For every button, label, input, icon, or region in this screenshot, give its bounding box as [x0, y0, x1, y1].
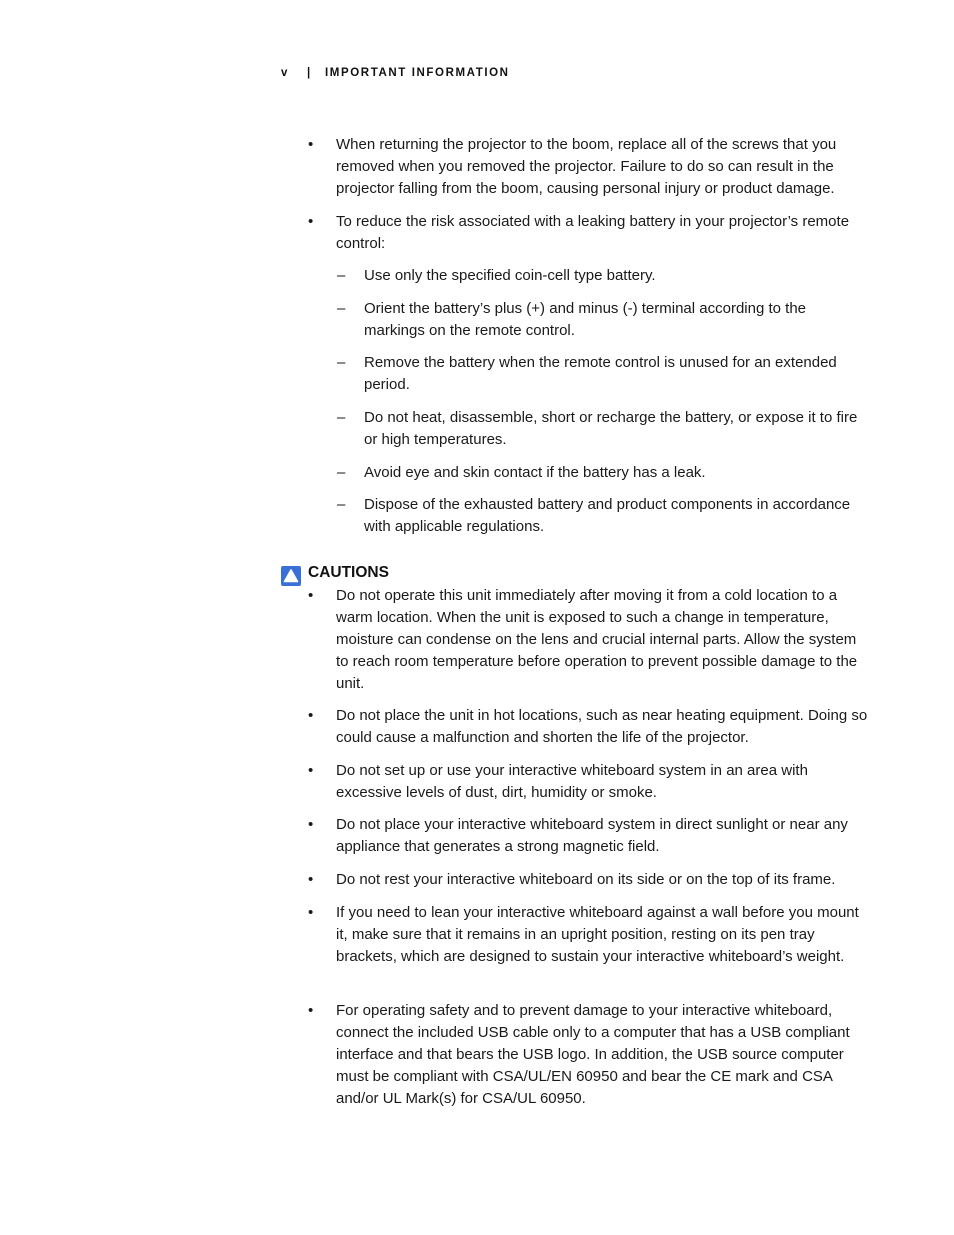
- caution-item: [308, 1000, 868, 1110]
- dash-marker: –: [337, 409, 346, 426]
- dash-marker: –: [337, 496, 346, 513]
- section-title: IMPORTANT INFORMATION: [325, 67, 510, 79]
- battery-subitem: [337, 298, 868, 342]
- dash-marker: –: [337, 267, 346, 284]
- caution-item: [308, 814, 868, 858]
- subitem-text: Remove the battery when the remote control is unused for an extended period.: [364, 354, 837, 393]
- bullet-marker: •: [308, 136, 314, 153]
- caution-item: [308, 869, 868, 891]
- bullet-marker: •: [308, 762, 314, 779]
- caution-text: Do not set up or use your interactive whiteboard system in an area with excessive levels of dust, dirt, humidity or smoke.: [336, 762, 808, 801]
- caution-item: [308, 705, 868, 749]
- header-separator: |: [307, 67, 312, 79]
- battery-subitem: [337, 462, 868, 484]
- battery-subitem: [337, 494, 868, 538]
- subitem-text: Avoid eye and skin contact if the battery has a leak.: [364, 464, 706, 481]
- running-header: [281, 67, 510, 79]
- caution-item: [308, 585, 868, 695]
- caution-item: [308, 760, 868, 804]
- bullet-marker: •: [308, 1002, 314, 1019]
- caution-item: [308, 902, 868, 968]
- caution-text: Do not rest your interactive whiteboard on its side or on the top of its frame.: [336, 871, 836, 888]
- caution-triangle-icon: [281, 566, 301, 586]
- warning-text: When returning the projector to the boom, replace all of the screws that you removed when you removed the projector. Failure to do so can result in the projector falling from the boom, causing personal injury or product damage.: [336, 136, 837, 197]
- page-number: v: [281, 67, 289, 79]
- dash-marker: –: [337, 354, 346, 371]
- battery-subitem: [337, 352, 868, 396]
- caution-text: For operating safety and to prevent damage to your interactive whiteboard, connect the included USB cable only to a computer that has a USB compliant interface and that bears the USB logo. In addition, the USB source computer must be compliant with CSA/UL/EN 60950 and bear the CE mark and CSA and/or UL Mark(s) for CSA/UL 60950.: [336, 1002, 850, 1107]
- subitem-text: Use only the specified coin-cell type battery.: [364, 267, 656, 284]
- caution-text: If you need to lean your interactive whiteboard against a wall before you mount it, make sure that it remains in an upright position, resting on its pen tray brackets, which are designed to sustain your interactive whiteboard’s weight.: [336, 904, 859, 965]
- subitem-text: Dispose of the exhausted battery and product components in accordance with applicable regulations.: [364, 496, 851, 535]
- bullet-marker: •: [308, 213, 314, 230]
- dash-marker: –: [337, 464, 346, 481]
- caution-text: Do not place your interactive whiteboard system in direct sunlight or near any appliance that generates a strong magnetic field.: [336, 816, 848, 855]
- caution-text: Do not operate this unit immediately after moving it from a cold location to a warm location. When the unit is exposed to such a change in temperature, moisture can condense on the lens and crucial internal parts. Allow the system to reach room temperature before operation to prevent possible damage to the unit.: [336, 587, 858, 692]
- warning-item: [308, 134, 868, 200]
- warning-text: To reduce the risk associated with a leaking battery in your projector’s remote control:: [336, 213, 850, 252]
- bullet-marker: •: [308, 707, 314, 724]
- bullet-marker: •: [308, 904, 314, 921]
- cautions-heading: CAUTIONS: [308, 564, 389, 581]
- bullet-marker: •: [308, 816, 314, 833]
- warning-item: [308, 211, 868, 255]
- battery-subitem: [337, 265, 868, 287]
- battery-subitem: [337, 407, 868, 451]
- dash-marker: –: [337, 300, 346, 317]
- subitem-text: Do not heat, disassemble, short or recharge the battery, or expose it to fire or high temperatures.: [364, 409, 858, 448]
- caution-triangle-graphic: [281, 566, 301, 586]
- bullet-marker: •: [308, 587, 314, 604]
- bullet-marker: •: [308, 871, 314, 888]
- subitem-text: Orient the battery’s plus (+) and minus (-) terminal according to the markings on the remote control.: [364, 300, 807, 339]
- caution-text: Do not place the unit in hot locations, such as near heating equipment. Doing so could cause a malfunction and shorten the life of the projector.: [336, 707, 868, 746]
